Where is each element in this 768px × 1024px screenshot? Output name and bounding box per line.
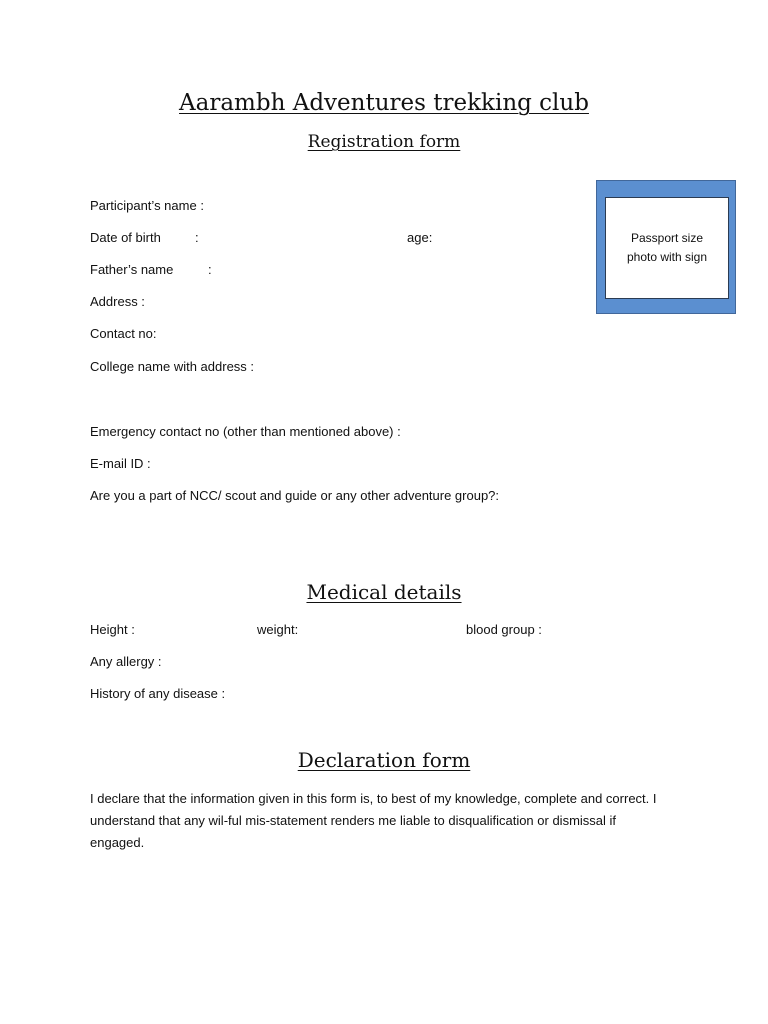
passport-photo-placeholder [605,197,729,299]
disease-history-label: History of any disease : [90,686,226,701]
photo-label-line1: Passport size [630,231,704,245]
passport-photo-frame [596,180,736,314]
photo-label-line2: photo with sign [626,250,708,264]
father-name-colon: : [208,262,212,277]
allergy-label: Any allergy : [90,654,162,669]
adventure-group-label: Are you a part of NCC/ scout and guide or any other adventure group?: [90,488,500,503]
contact-label: Contact no: [90,326,157,341]
participant-name-label: Participant’s name : [90,198,204,213]
dob-colon: : [195,230,199,245]
declaration-heading: Declaration form [297,748,471,772]
declaration-text: I declare that the information given in this form is, to best of my knowledge, complete and correct. I understand that any wil-ful mis-statement renders me liable to disqualification or dismissal if engaged. [90,791,657,850]
father-name-label: Father’s name [90,262,174,277]
registration-form-heading: Registration form [307,132,461,152]
blood-group-label: blood group : [466,622,542,637]
emergency-contact-label: Emergency contact no (other than mentioned above) : [90,424,401,439]
college-label: College name with address : [90,359,255,374]
medical-details-heading: Medical details [306,580,462,604]
dob-label: Date of birth [90,230,161,245]
email-label: E-mail ID : [90,456,151,471]
weight-label: weight: [257,622,299,637]
age-label: age: [407,230,433,245]
height-label: Height : [90,622,135,637]
page-title: Aarambh Adventures trekking club [179,90,589,116]
address-label: Address : [90,294,145,309]
